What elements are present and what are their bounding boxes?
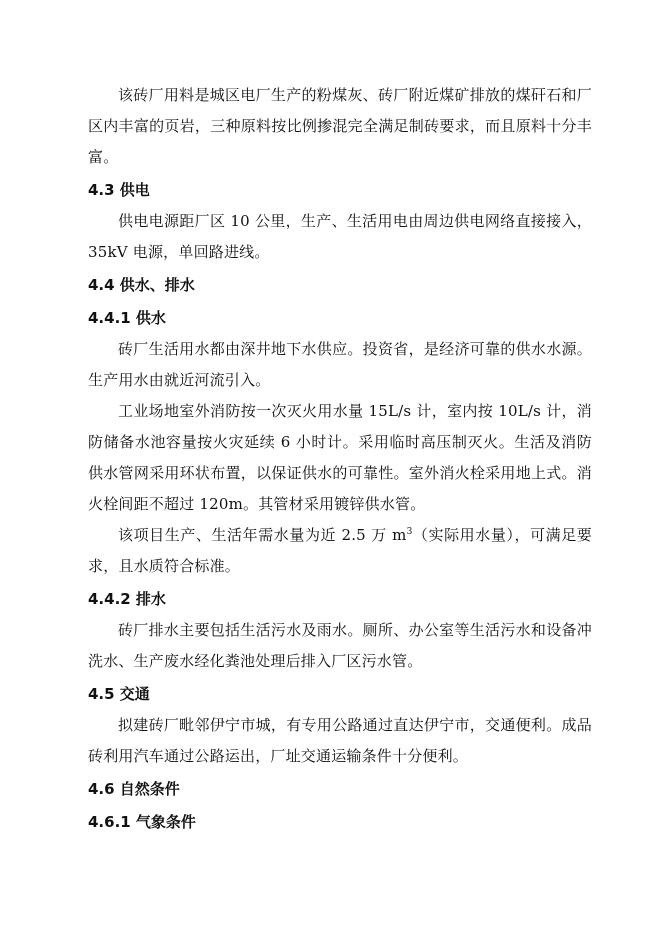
heading-4-6-natural-conditions: 4.6 自然条件 (88, 780, 180, 798)
superscript-cubic: 3 (406, 527, 413, 537)
heading-4-6-1-climate: 4.6.1 气象条件 (88, 813, 196, 831)
heading-4-4-2-drainage: 4.4.2 排水 (88, 590, 166, 608)
heading-4-4-water: 4.4 供水、排水 (88, 276, 195, 294)
heading-4-4-1-water-supply: 4.4.1 供水 (88, 309, 166, 327)
water-demand-text-after: （实际用水量），可满足要求，且水质符合标准。 (88, 526, 592, 575)
heading-4-5-transport: 4.5 交通 (88, 685, 150, 703)
paragraph-power-supply: 供电电源距厂区 10 公里，生产、生活用电由周边供电网络直接接入，35kV 电源，单回路进线。 (88, 212, 592, 261)
heading-4-3-power-supply: 4.3 供电 (88, 181, 150, 199)
paragraph-fire-protection: 工业场地室外消防按一次灭火用水量 15L/s 计，室内按 10L/s 计，消防储备水池容量按火灾延续 6 小时计。采用临时高压制灭火。生活及消防供水管网采用环状布置，以保证供水的可靠性。室外消火栓采用地上式。消火栓间距不超过 120m。其管材采用镀锌供水管。 (88, 402, 592, 513)
paragraph-drainage: 砖厂排水主要包括生活污水及雨水。厕所、办公室等生活污水和设备冲洗水、生产废水经化粪池处理后排入厂区污水管。 (88, 621, 592, 670)
paragraph-water-source: 砖厂生活用水都由深井地下水供应。投资省，是经济可靠的供水水源。生产用水由就近河流引入。 (88, 340, 592, 389)
paragraph-raw-materials: 该砖厂用料是城区电厂生产的粉煤灰、砖厂附近煤矿排放的煤矸石和厂区内丰富的页岩，三种原料按比例掺混完全满足制砖要求，而且原料十分丰富。 (88, 86, 592, 166)
water-demand-text-before: 该项目生产、生活年需水量为近 2.5 万 m (118, 526, 407, 544)
paragraph-water-demand (88, 520, 592, 582)
paragraph-transport: 拟建砖厂毗邻伊宁市城，有专用公路通过直达伊宁市，交通便利。成品砖利用汽车通过公路运出，厂址交通运输条件十分便利。 (88, 716, 592, 765)
